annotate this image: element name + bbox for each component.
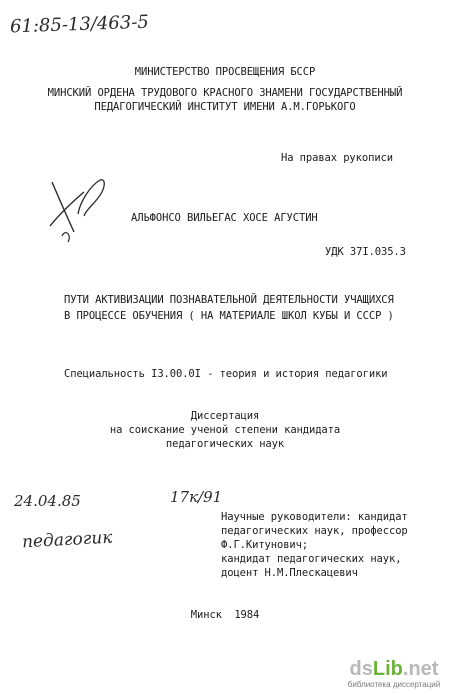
degree-line-2: педагогических наук [165, 438, 285, 450]
ministry-line: МИНИСТЕРСТВО ПРОСВЕЩЕНИЯ БССР [134, 66, 316, 78]
manuscript-rights-note: На правах рукописи [281, 152, 393, 164]
supervisors-line-1: Научные руководители: кандидат [221, 511, 408, 523]
handwritten-archive-number: 61:85-13/463-5 [9, 11, 150, 38]
specialty-line: Специальность I3.00.0I - теория и история педагогики [64, 368, 388, 380]
author-name: АЛЬФОНСО ВИЛЬЕГАС ХОСЕ АГУСТИН [131, 212, 318, 224]
thesis-title-line-1: ПУТИ АКТИВИЗАЦИИ ПОЗНАВАТЕЛЬНОЙ ДЕЯТЕЛЬНОСТИ УЧАЩИХСЯ [64, 294, 394, 306]
place-year: Минск 1984 [190, 609, 260, 621]
supervisors-line-3: Ф.Г.Китунович; [221, 539, 309, 551]
supervisors-line-2: педагогических наук, профессор [221, 525, 408, 537]
institute-line-2: ПЕДАГОГИЧЕСКИЙ ИНСТИТУТ ИМЕНИ А.М.ГОРЬКОГО [94, 101, 356, 113]
dslib-logo: dsLib.net [349, 658, 439, 680]
institute-line-1: МИНСКИЙ ОРДЕНА ТРУДОВОГО КРАСНОГО ЗНАМЕНИ ГОСУДАРСТВЕННЫЙ [47, 87, 403, 99]
handwritten-date: 24.04.85 [14, 492, 81, 510]
handwritten-subject: педагогик [21, 527, 113, 553]
dslib-watermark[interactable] [346, 658, 442, 690]
handwritten-signature [44, 176, 114, 248]
handwritten-number: 17к/91 [170, 488, 223, 506]
supervisors-line-4: кандидат педагогических наук, [221, 553, 402, 565]
supervisors-line-5: доцент Н.М.Плескацевич [221, 567, 358, 579]
degree-line-1: на соискание ученой степени кандидата [109, 424, 341, 436]
thesis-title-line-2: В ПРОЦЕССЕ ОБУЧЕНИЯ ( НА МАТЕРИАЛЕ ШКОЛ КУБЫ И СССР ) [64, 310, 394, 322]
udc-code: УДК 37I.035.3 [325, 246, 406, 258]
dslib-subtitle: библиотека диссертаций [347, 680, 441, 689]
dissertation-label: Диссертация [190, 410, 260, 422]
